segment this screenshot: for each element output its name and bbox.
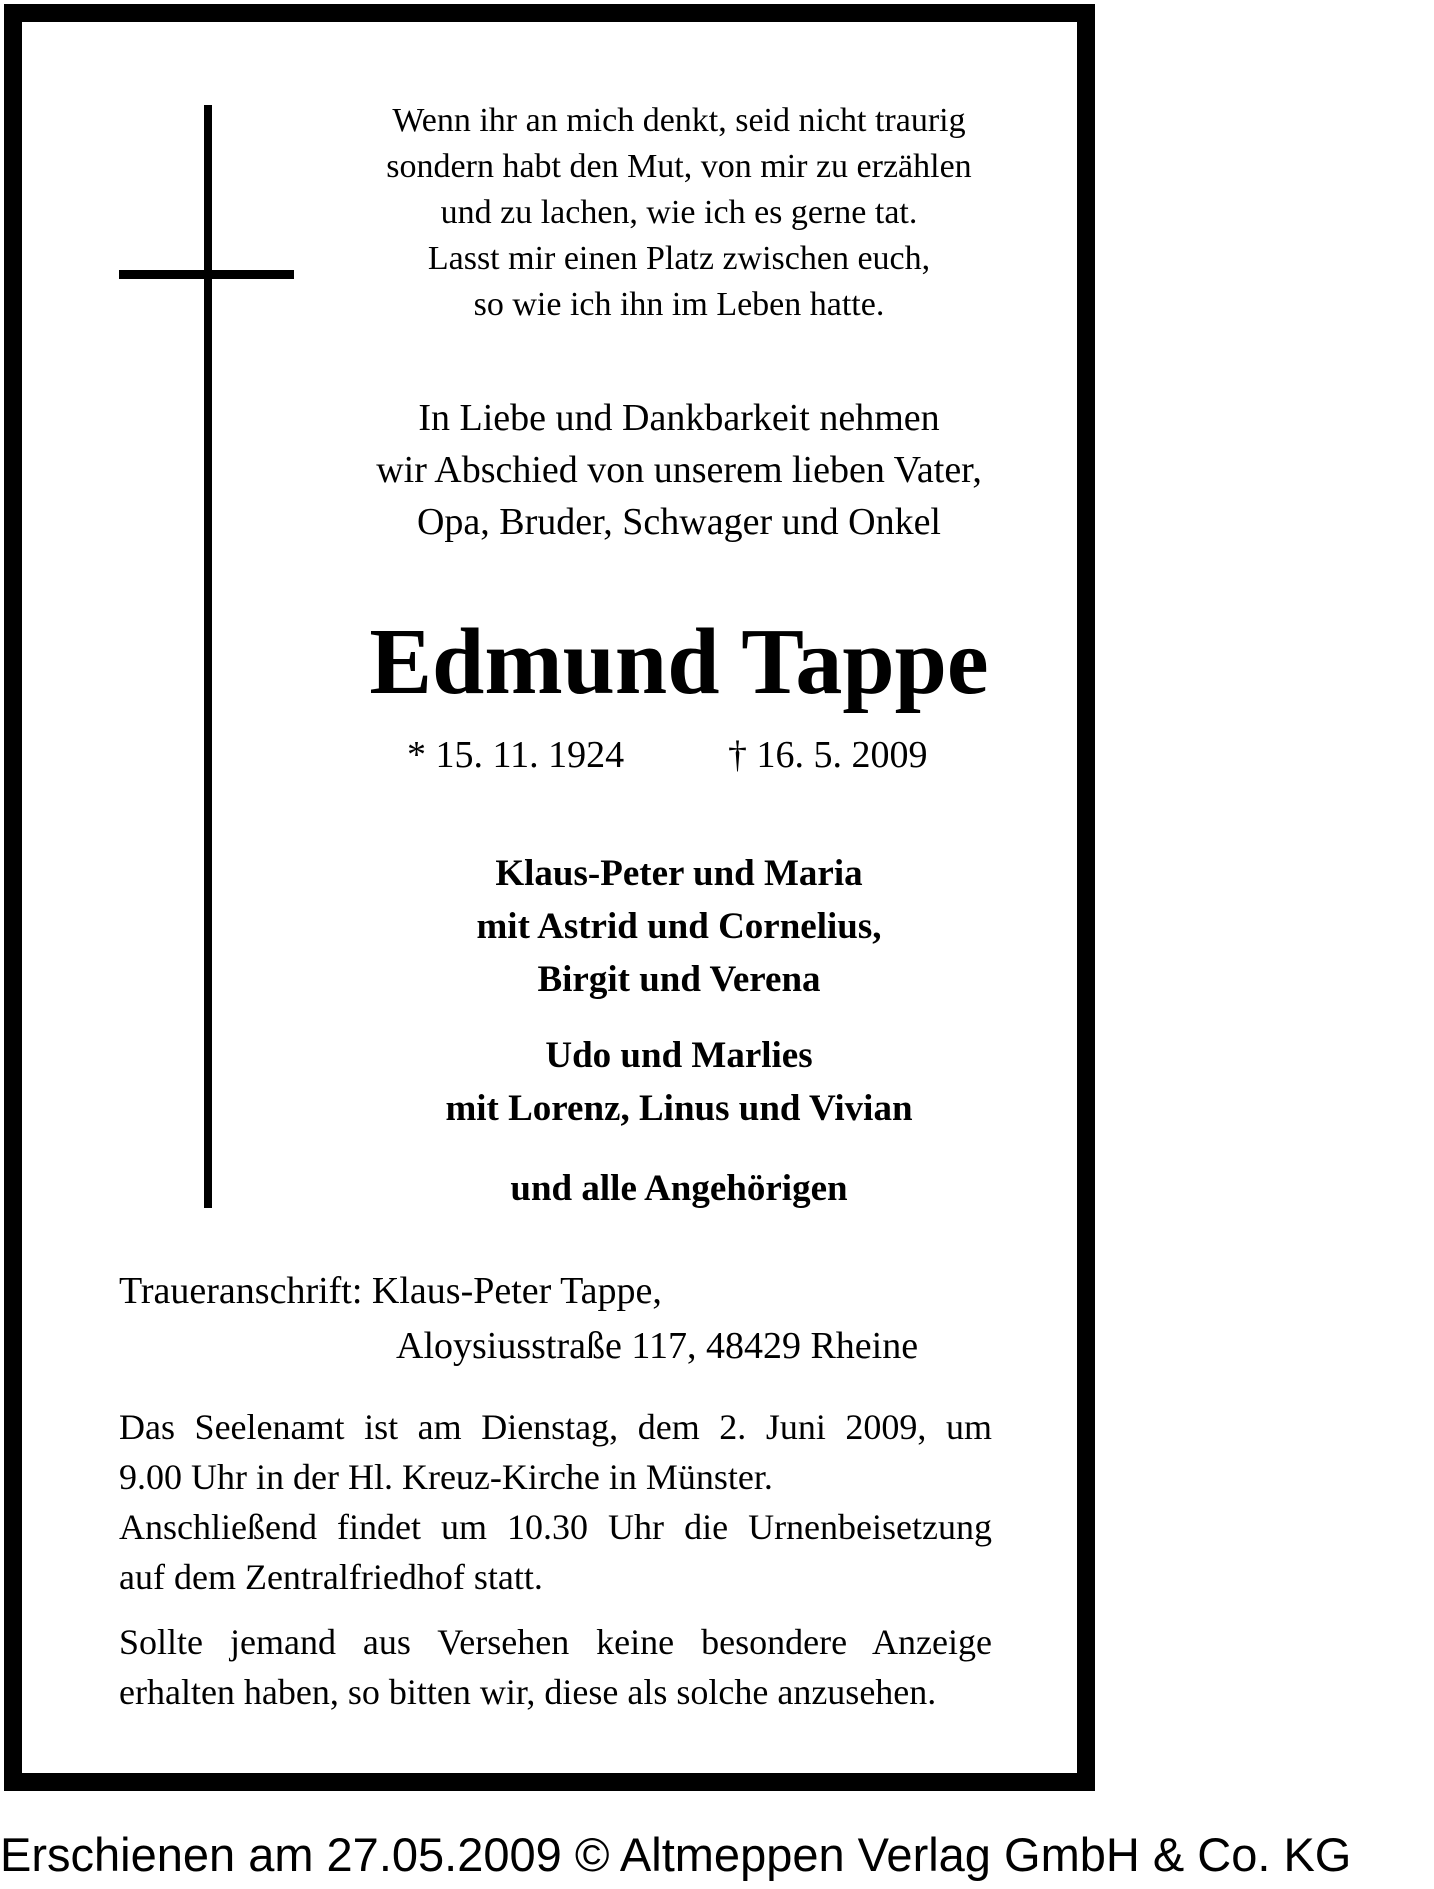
cross-icon-horizontal-bar bbox=[119, 270, 294, 279]
farewell-text bbox=[339, 392, 1019, 548]
poem-line: Lasst mir einen Platz zwischen euch, bbox=[427, 240, 931, 277]
family-line: mit Lorenz, Linus und Vivian bbox=[445, 1088, 913, 1129]
publication-footer: Erschienen am 27.05.2009 © Altmeppen Verlag GmbH & Co. KG bbox=[0, 1828, 1352, 1881]
poem-line: sondern habt den Mut, von mir zu erzählen bbox=[386, 148, 972, 185]
family-group-2 bbox=[339, 1029, 1019, 1135]
family-group-3 bbox=[339, 1162, 1019, 1215]
mourning-address-line-2: Aloysiusstraße 117, 48429 Rheine bbox=[396, 1325, 919, 1367]
family-group-1 bbox=[339, 847, 1019, 1006]
paragraph-line: Anschließend findet um 10.30 Uhr die Urnenbeisetzung bbox=[119, 1507, 992, 1547]
notice-frame bbox=[4, 4, 1095, 1791]
paragraph-line: auf dem Zentralfriedhof statt. bbox=[119, 1557, 543, 1597]
mourning-address-line-1: Traueranschrift: Klaus-Peter Tappe, bbox=[119, 1270, 662, 1312]
service-paragraph bbox=[119, 1402, 992, 1602]
family-line: Udo und Marlies bbox=[545, 1035, 813, 1076]
farewell-line: In Liebe und Dankbarkeit nehmen bbox=[418, 397, 940, 439]
family-line: mit Astrid und Cornelius, bbox=[476, 906, 882, 947]
poem-line: so wie ich ihn im Leben hatte. bbox=[473, 286, 885, 323]
poem-line: und zu lachen, wie ich es gerne tat. bbox=[440, 194, 918, 231]
family-line: und alle Angehörigen bbox=[510, 1168, 848, 1209]
paragraph-line: 9.00 Uhr in der Hl. Kreuz-Kirche in Münster. bbox=[119, 1457, 773, 1497]
closing-paragraph bbox=[119, 1617, 992, 1717]
farewell-line: wir Abschied von unserem lieben Vater, bbox=[376, 449, 982, 491]
poem-text bbox=[339, 98, 1019, 328]
family-line: Klaus-Peter und Maria bbox=[495, 853, 863, 894]
family-line: Birgit und Verena bbox=[537, 959, 821, 1000]
paragraph-line: Sollte jemand aus Versehen keine besondere Anzeige bbox=[119, 1622, 992, 1662]
paragraph-line: Das Seelenamt ist am Dienstag, dem 2. Juni 2009, um bbox=[119, 1407, 992, 1447]
farewell-line: Opa, Bruder, Schwager und Onkel bbox=[416, 501, 941, 543]
paragraph-line: erhalten haben, so bitten wir, diese als solche anzusehen. bbox=[119, 1672, 937, 1712]
deceased-name: Edmund Tappe bbox=[369, 610, 989, 714]
death-date: † 16. 5. 2009 bbox=[728, 734, 928, 776]
poem-line: Wenn ihr an mich denkt, seid nicht traurig bbox=[392, 102, 966, 139]
birth-date: * 15. 11. 1924 bbox=[407, 734, 625, 776]
